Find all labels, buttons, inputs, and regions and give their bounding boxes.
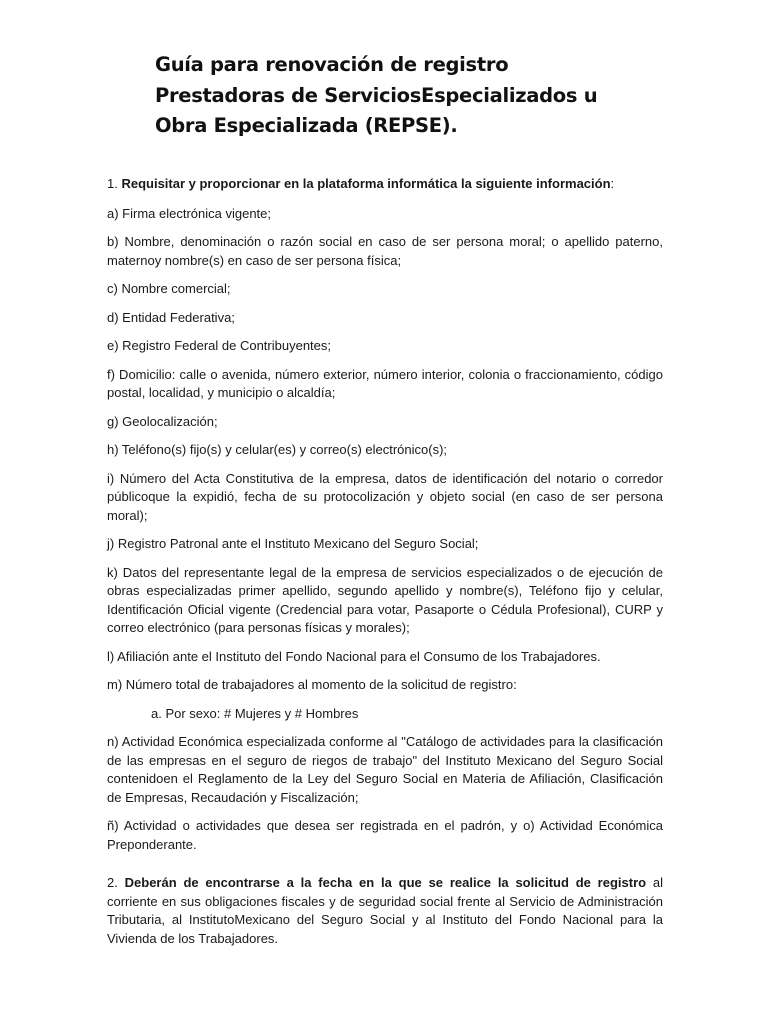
list-item-j: j) Registro Patronal ante el Instituto Mexicano del Seguro Social; <box>107 536 479 551</box>
list-item-l: l) Afiliación ante el Instituto del Fondo Nacional para el Consumo de los Trabajadores. <box>107 648 601 664</box>
list-item-enie: ñ) Actividad o actividades que desea ser registrada en el padrón, y o) Actividad Económica Preponderante. <box>107 818 663 852</box>
section-2-text: al corriente en sus obligaciones fiscales y de seguridad social frente al Servicio de Administración Tributaria, al InstitutoMexicano del Seguro Social y al Instituto del Fondo Nacional para la Vivienda de los Trabajadores. <box>107 875 663 946</box>
section-1-heading <box>107 175 663 194</box>
list-sub-item-a: a. Por sexo: # Mujeres y # Hombres <box>151 705 359 721</box>
section-2-paragraph <box>107 874 663 948</box>
list-item-d: d) Entidad Federativa; <box>107 309 235 325</box>
list-item-c: c) Nombre comercial; <box>107 281 231 296</box>
list-item-a: a) Firma electrónica vigente; <box>107 205 272 221</box>
list-item-e: e) Registro Federal de Contribuyentes; <box>107 338 332 353</box>
list-item-i: i) Número del Acta Constitutiva de la empresa, datos de identificación del notario o corredor públicoque la expidió, fecha de su protocolización y objeto social (en caso de ser persona moral); <box>107 470 663 523</box>
section-1-heading-text: Requisitar y proporcionar en la plataforma informática la siguiente información <box>121 176 611 191</box>
title-line-2: Prestadoras de ServiciosEspecializados u <box>155 83 598 107</box>
list-item-m: m) Número total de trabajadores al momento de la solicitud de registro: <box>107 677 517 692</box>
section-1-heading-suffix: : <box>610 176 615 191</box>
list-item-g: g) Geolocalización; <box>107 413 218 429</box>
document-body <box>107 175 663 958</box>
list-item-b: b) Nombre, denominación o razón social en caso de ser persona moral; o apellido paterno, maternoy nombre(s) en caso de ser persona física; <box>107 234 663 268</box>
list-item-f: f) Domicilio: calle o avenida, número exterior, número interior, colonia o fraccionamiento, código postal, localidad, y municipio o alcaldía; <box>107 366 663 400</box>
section-2-heading-text: Deberán de encontrarse a la fecha en la que se realice la solicitud de registro <box>124 875 647 890</box>
list-item-h: h) Teléfono(s) fijo(s) y celular(es) y correo(s) electrónico(s); <box>107 442 448 457</box>
section-1-number: 1. <box>107 176 118 191</box>
document-title <box>155 50 715 142</box>
title-line-1: Guía para renovación de registro <box>155 53 509 76</box>
list-item-k: k) Datos del representante legal de la empresa de servicios especializados o de ejecución de obras especializadas primer apellido, segundo apellido y nombre(s), Teléfono fijo y celular, Identificación Oficial vigente (Credencial para votar, Pasaporte o Cédula Profesional), CURP y correo electrónico (para personas físicas y morales); <box>107 564 663 635</box>
list-item-n: n) Actividad Económica especializada conforme al "Catálogo de actividades para la clasificación de las empresas en el seguro de riegos de trabajo" del Instituto Mexicano del Seguro Social contenidoen el Reglamento de la Ley del Seguro Social en Materia de Afiliación, Clasificación de Empresas, Recaudación y Fiscalización; <box>107 734 663 805</box>
title-line-3: Obra Especializada (REPSE). <box>155 114 458 137</box>
section-2-number: 2. <box>107 875 118 890</box>
